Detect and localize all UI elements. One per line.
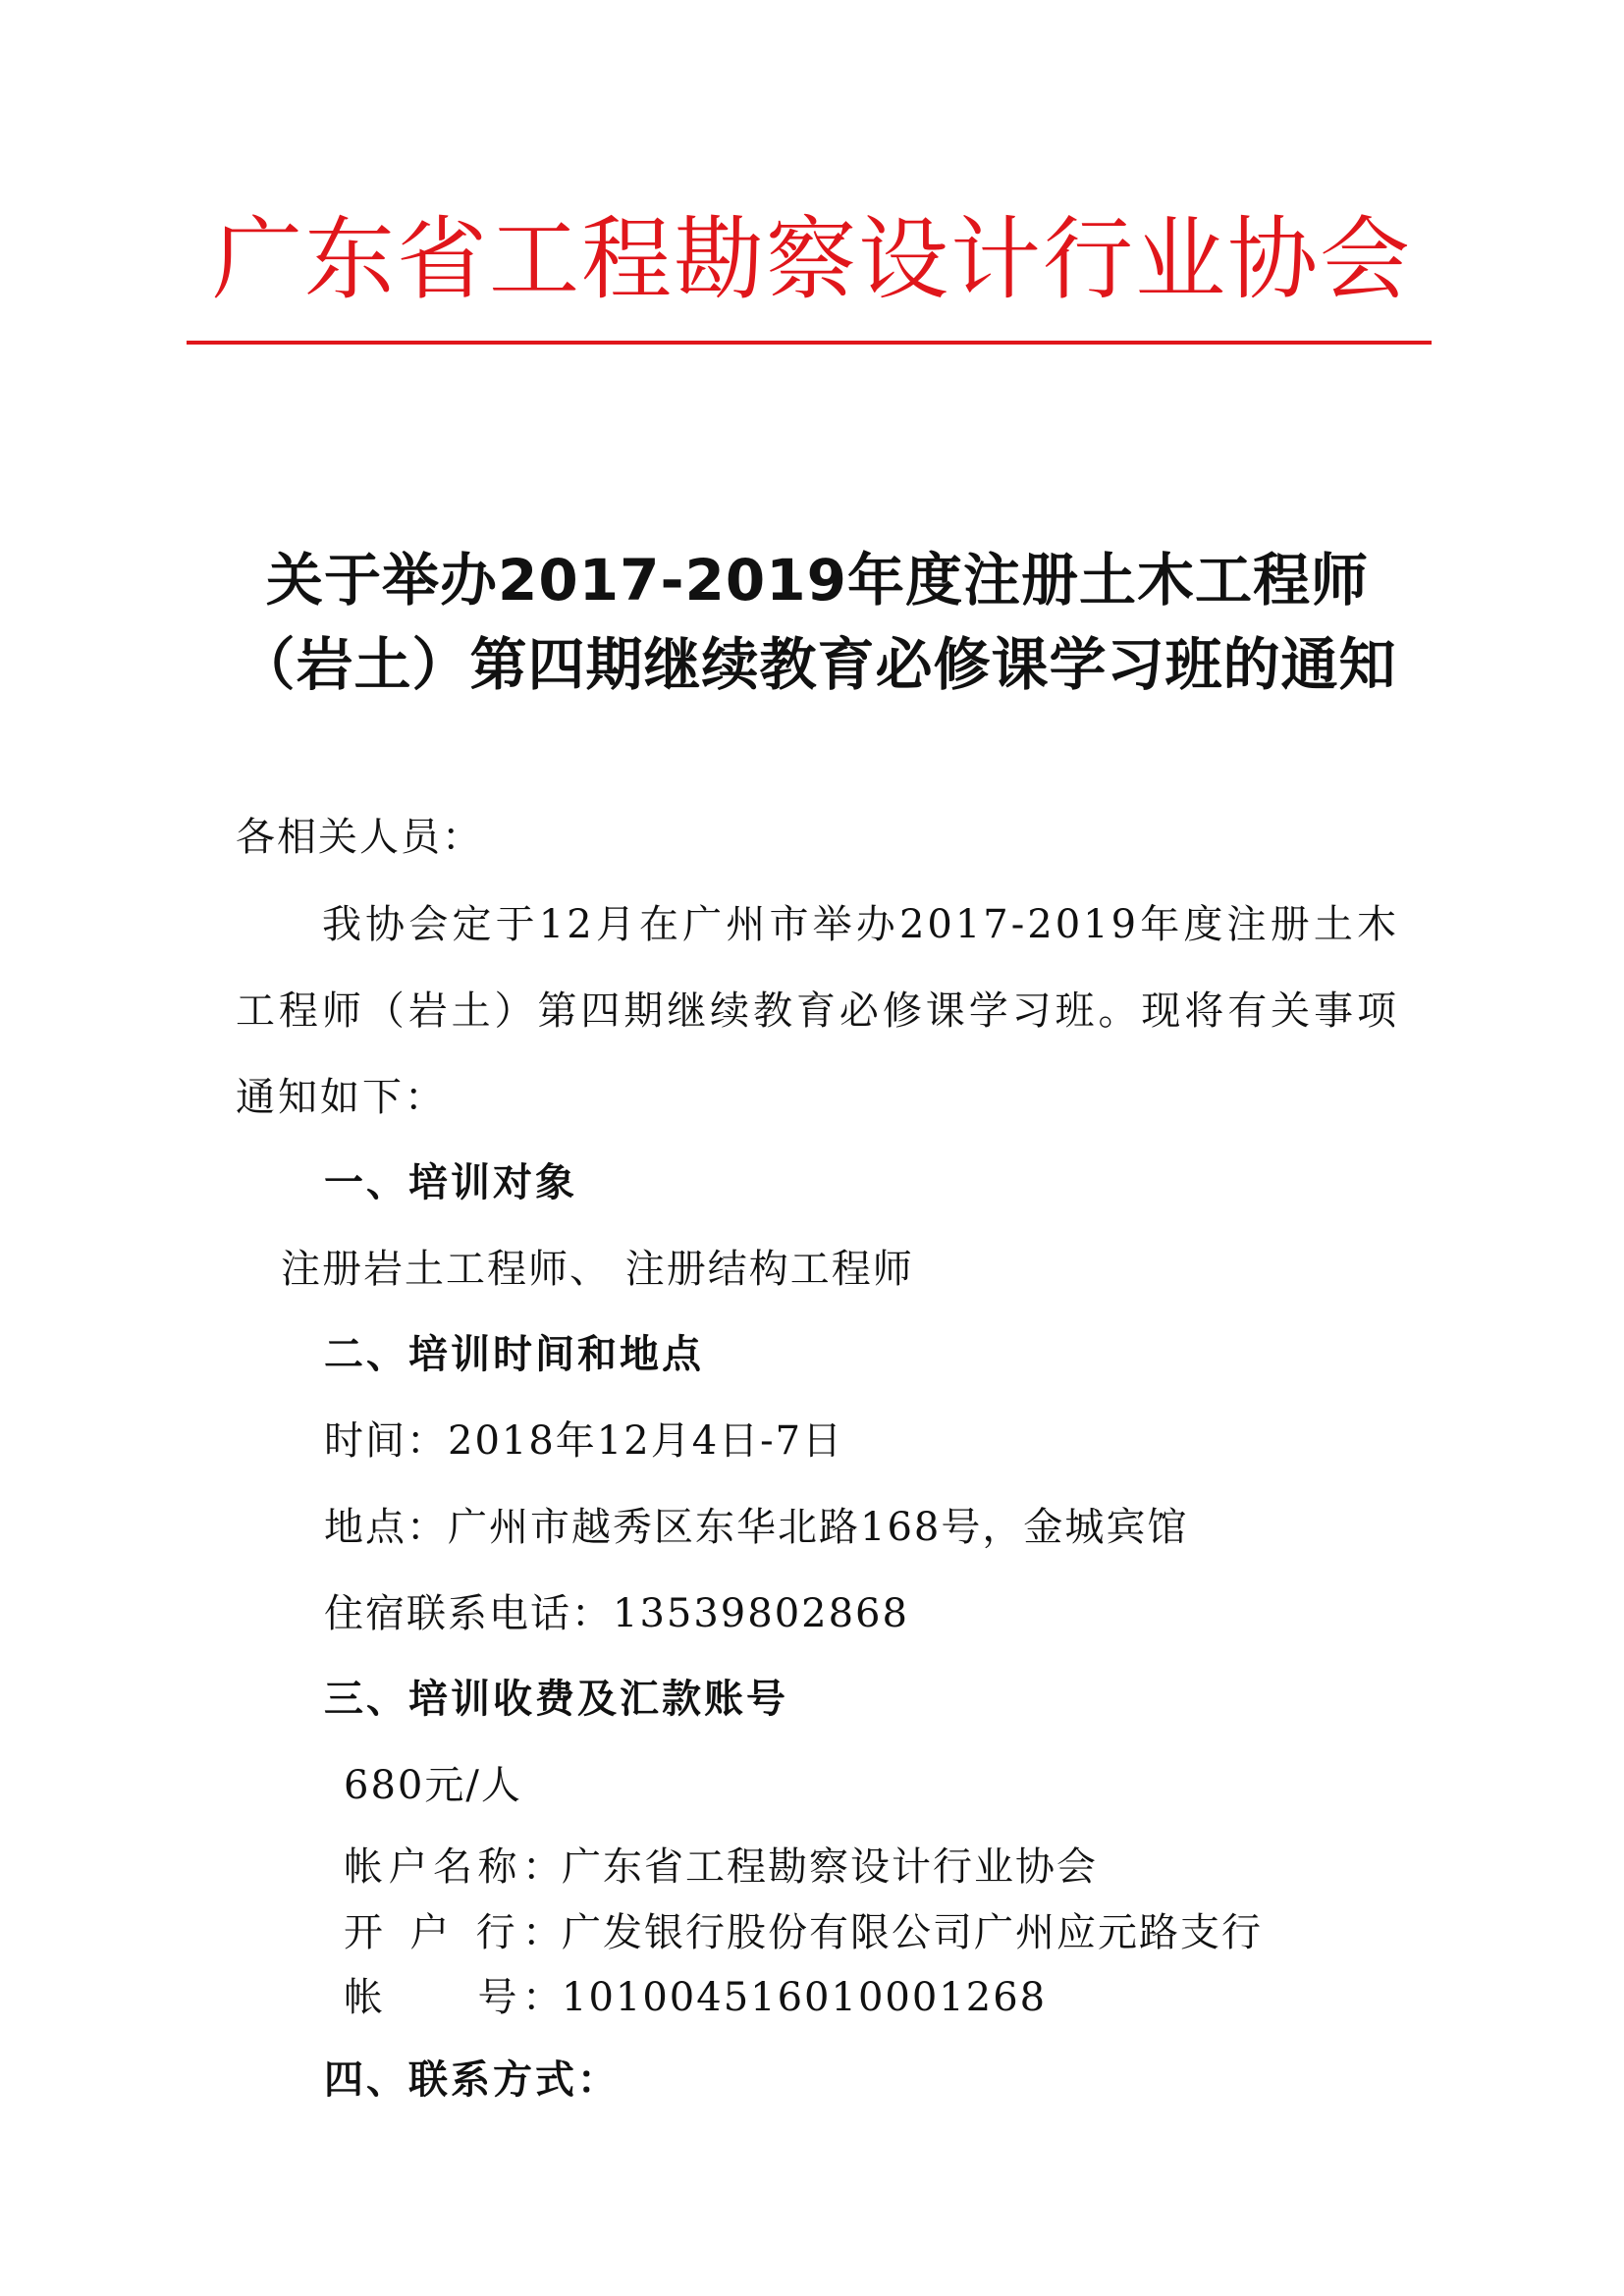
organization-header: 广东省工程勘察设计行业协会 (211, 207, 1412, 312)
section-heading-3: 三、培训收费及汇款账号 (324, 1677, 788, 1722)
account-number-row (344, 1973, 1047, 2022)
training-place: 地点：广州市越秀区东华北路168号，金城宾馆 (324, 1505, 1189, 1550)
account-number-value: 101004516010001268 (562, 1975, 1048, 2020)
section-heading-4: 四、联系方式： (324, 2057, 620, 2103)
salutation: 各相关人员： (236, 815, 483, 860)
section-heading-1: 一、培训对象 (324, 1160, 577, 1205)
account-number-label: 帐 号： (344, 1975, 562, 2020)
training-time: 时间：2018年12月4日-7日 (324, 1418, 844, 1464)
section-heading-2: 二、培训时间和地点 (324, 1332, 704, 1377)
intro-paragraph: 我协会定于12月在广州市举办2017-2019年度注册土木工程师（岩土）第四期继续教育必修课学习班。现将有关事项通知如下： (236, 902, 1399, 1120)
bank-value: 广发银行股份有限公司广州应元路支行 (562, 1910, 1263, 1955)
account-name-row (344, 1842, 1098, 1892)
document-title: 关于举办2017-2019年度注册土木工程师（岩土）第四期继续教育必修课学习班的通知 (238, 547, 1397, 698)
training-fee: 680元/人 (344, 1763, 522, 1808)
account-name-value: 广东省工程勘察设计行业协会 (562, 1844, 1098, 1890)
training-target: 注册岩土工程师、 注册结构工程师 (281, 1247, 914, 1292)
account-name-label: 帐户名称： (344, 1844, 562, 1890)
bank-label: 开 户 行： (344, 1910, 562, 1955)
lodging-phone: 住宿联系电话：13539802868 (324, 1591, 909, 1636)
header-divider (187, 341, 1432, 345)
bank-row (344, 1908, 1263, 1957)
